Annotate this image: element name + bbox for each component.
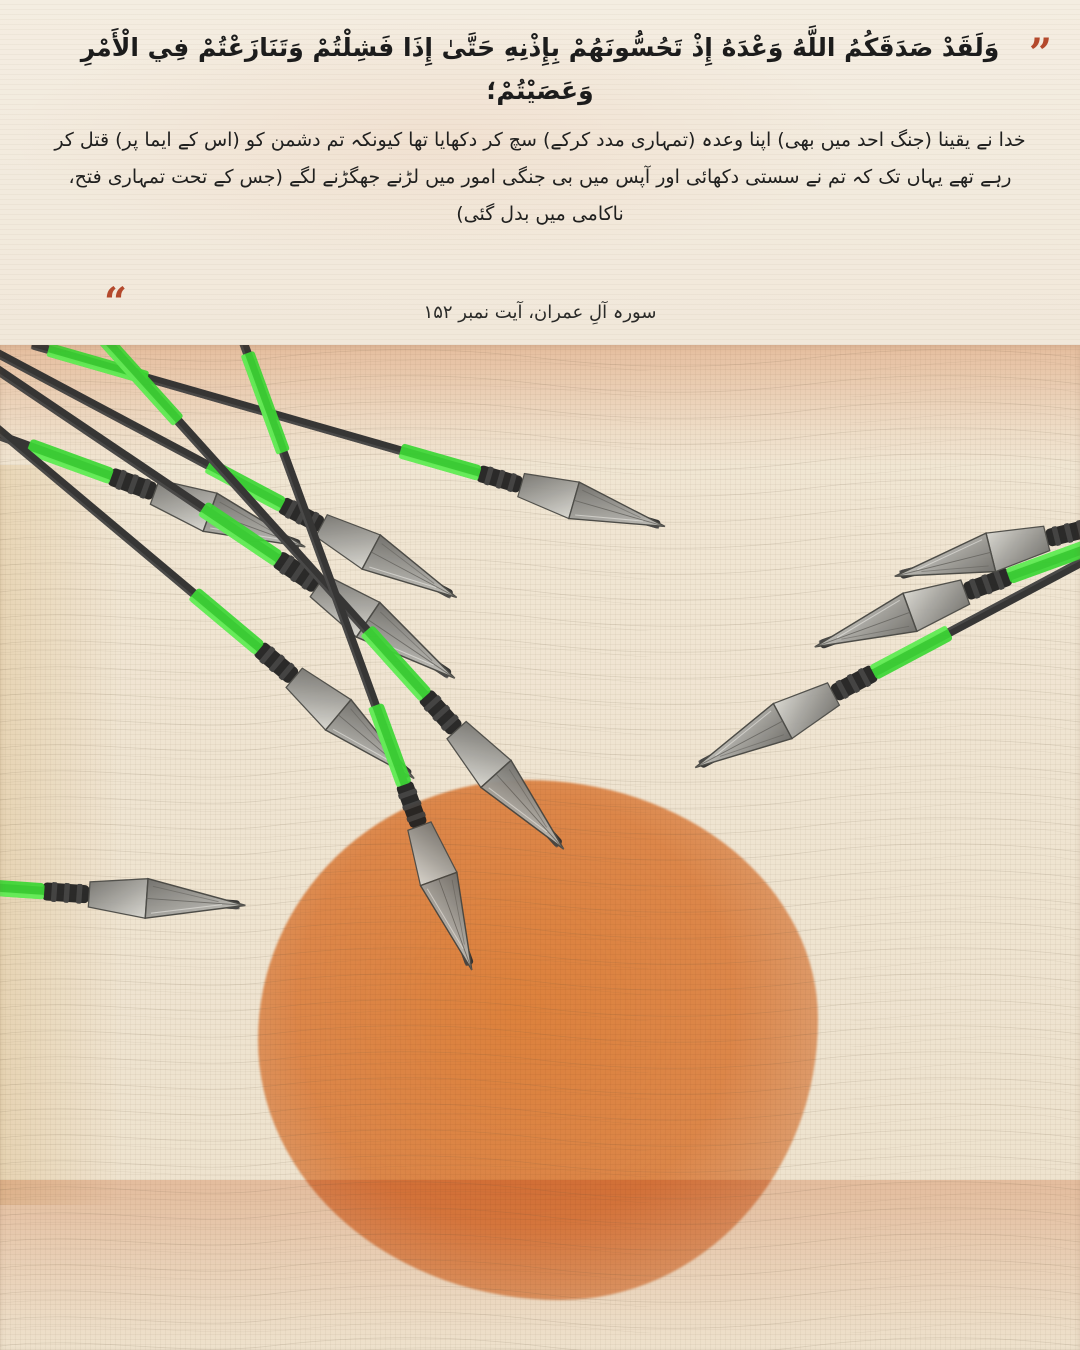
- arabic-verse-text: وَلَقَدْ صَدَقَكُمُ اللَّهُ وَعْدَهُ إِذْ تَحُسُّونَهُمْ بِإِذْنِهِ حَتَّىٰ إِذَا فَشِلْتُمْ وَتَنَازَعْتُمْ فِي الْأَمْرِ وَعَصَيْتُمْ؛: [80, 33, 1000, 105]
- quote-close-mark: “: [104, 279, 128, 326]
- artwork-area: [0, 345, 1080, 1350]
- spears-illustration: [0, 345, 1080, 1350]
- spear-4: [0, 345, 466, 696]
- urdu-translation-block: [40, 122, 1040, 233]
- spear-5: [0, 838, 247, 926]
- spear-3: [27, 345, 671, 545]
- quote-open-mark: ”: [1028, 30, 1052, 77]
- surah-reference: سورہ آلِ عمران، آیت نمبر ۱۵۲: [423, 302, 657, 323]
- urdu-translation-text: خدا نے یقینا (جنگ احد میں بھی) اپنا وعدہ (تمہاری مدد کرکے) سچ کر دکھایا تھا کیونکہ تم دشمن کو (اس کے ایما پر) قتل کر رہے تھے یہاں تک کہ تم نے سستی دکھائی اور آپس میں بی جنگی امور میں لڑنے جھگڑنے لگے (جس کے تحت تمہاری فتح، ناکامی میں بدل گئی): [54, 129, 1026, 226]
- verse-text-panel: [0, 0, 1080, 345]
